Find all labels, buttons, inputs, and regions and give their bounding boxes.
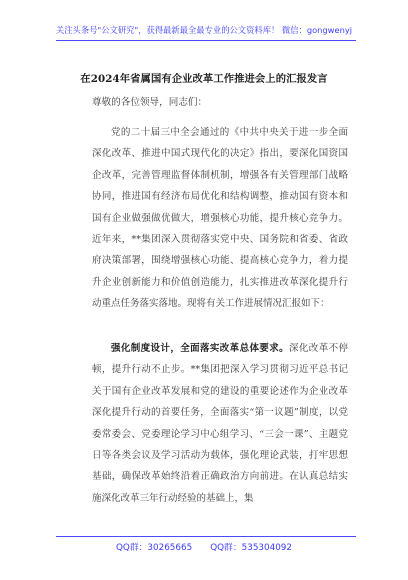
- footer-qq-group-2: QQ群：535304092: [210, 543, 293, 553]
- footer-qq-group-1: QQ群：30265665: [115, 543, 193, 553]
- header-divider: [56, 40, 356, 41]
- paragraph-2-heading: 强化制度设计，全面落实改革总体要求。: [111, 343, 290, 354]
- body-paragraph-2: [92, 338, 348, 509]
- footer-divider: [56, 536, 356, 537]
- document-title: 在2024年省属国有企业改革工作推进会上的汇报发言: [80, 73, 328, 85]
- header-banner: 关注头条号"公文研究"，获得最新最全最专业的公文资料库！ 微信：gongwenyj: [55, 25, 353, 35]
- salutation: 尊敬的各位领导，同志们：: [92, 97, 208, 108]
- paragraph-2-body: 深化改革不停顿，提升行动不止步。**集团把深入学习贯彻习近平总书记关于国有企业改革发展和党的建设的重要论述作为企业改革深化提升行动的首要任务，全面落实“第一议题”制度，以党委常委会、党委理论学习中心组学习、“三会一课”、主题党日等各类会议及学习活动为载体，强化理论武装，打牢思想基础，确保改革始终沿着正确政治方向前进。在认真总结实施深化改革三年行动经验的基础上，集: [92, 343, 348, 504]
- body-paragraph-1: 党的二十届三中全会通过的《中共中央关于进一步全面深化改革、推进中国式现代化的决定》指出，要深化国资国企改革，完善管理监督体制机制，增强各有关管理部门战略协同，推进国有经济布局优化和结构调整，推动国有资本和国有企业做强做优做大，增强核心功能，提升核心竞争力。近年来，**集团深入贯彻落实党中央、国务院和省委、省政府决策部署，围绕增强核心功能、提高核心竞争力，着力提升企业创新能力和价值创造能力，扎实推进改革深化提升行动重点任务落实落地。现将有关工作进展情况汇报如下：: [92, 127, 348, 310]
- footer: [0, 540, 408, 556]
